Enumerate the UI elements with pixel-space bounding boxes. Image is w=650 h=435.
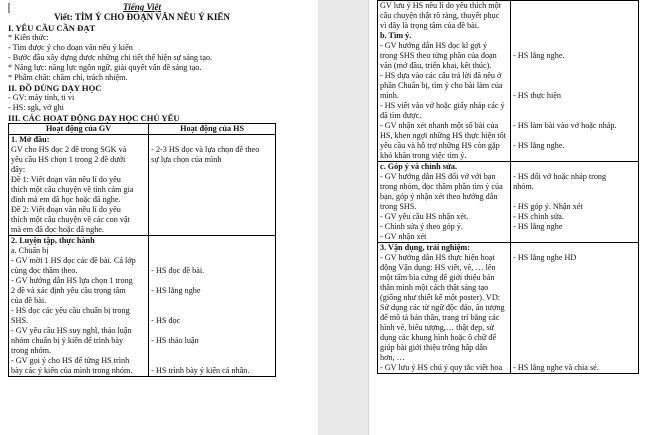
activity-heading: 2. Luyện tập, thực hành <box>11 236 95 245</box>
cell-line: yêu cầu HS chọn 1 trong 2 đề dưới <box>11 155 126 164</box>
cell-line: phần Chuẩn bị, tìm ý cho bài làm của <box>380 81 503 90</box>
section-heading-objectives: I. YÊU CẦU CẦN ĐẠT <box>8 23 96 33</box>
table-row <box>378 243 639 374</box>
cell-line: - HS dựa vào các câu trả lời đã nêu ở <box>380 71 502 80</box>
cell-line: bạn, góp ý nhận xét theo hướng dẫn <box>380 192 498 201</box>
cell-line: a. Chuẩn bị <box>11 246 49 255</box>
cell-line: - HS đọc <box>151 316 181 325</box>
cell-line: - HS thực hiện <box>513 91 561 100</box>
cell-line: văn (mở đầu, triển khai, kết thúc). <box>380 61 492 70</box>
teacher-activity-cell <box>378 162 511 243</box>
cell-line: - HS viết vào vở hoặc giấy nháp các ý <box>380 101 505 110</box>
cell-line: đình mà em đã học hoặc đã nghe. <box>11 195 121 204</box>
activity-heading: b. Tìm ý. <box>380 31 412 40</box>
cell-line: - HS lắng nghe. <box>513 51 565 60</box>
page-gutter <box>318 0 368 435</box>
objective-line: * Kiến thức: <box>8 33 49 42</box>
objective-line: * Phẩm chất: chăm chỉ, trách nhiệm. <box>8 73 128 82</box>
cell-line: - GV hướng dẫn HS đọc kĩ gợi ý <box>380 41 488 50</box>
cell-line: - GV lưu ý HS chú ý quy tắc viết hoa <box>380 363 503 372</box>
cell-line: - GV hướng dẫn HS thực hiện hoạt <box>380 253 495 262</box>
cell-line: - Chỉnh sửa ý theo góp ý. <box>380 222 463 231</box>
cell-line: - HS làm bài vào vở hoặc nháp. <box>513 121 617 130</box>
cell-line: để mô tả bản thân, trang trí bằng các <box>380 313 500 322</box>
cell-line: đây: <box>11 165 26 174</box>
teacher-activity-cell <box>378 243 511 374</box>
cell-line: Đề 1: Viết đoạn văn nêu lí do yêu <box>11 175 121 184</box>
teacher-activity-cell <box>9 236 149 377</box>
activities-table <box>8 123 276 377</box>
student-activity-cell <box>149 236 276 377</box>
cell-line: yêu cầu và hỗ trợ những HS còn gặp <box>380 141 500 150</box>
objective-line: * Năng lực: năng lực ngôn ngữ, giải quyết vấn đề sáng tạo. <box>8 63 202 72</box>
lesson-title: Viết: TÌM Ý CHO ĐOẠN VĂN NÊU Ý KIẾN <box>54 12 230 22</box>
cell-line: sự lựa chọn của mình <box>151 155 222 164</box>
cell-line: - HS lắng nghe. <box>513 141 565 150</box>
cell-line: - HS đọc các yêu cầu chuẩn bị trong <box>11 306 130 315</box>
materials-line: - GV: máy tính, ti vi <box>8 93 75 102</box>
cell-line: trong nhóm. <box>11 346 52 355</box>
cell-line: - GV gọi ý cho HS để từng HS trình <box>11 356 130 365</box>
cell-line: hình vẽ, biểu tượng,… thật đẹp, sử <box>380 323 494 332</box>
cell-line: trong SHS. <box>380 202 417 211</box>
cell-line: GV cho HS đọc 2 đề trong SGK và <box>11 145 127 154</box>
cell-line: SHS. <box>11 316 29 325</box>
table-row <box>378 1 639 162</box>
cell-line: trong SHS theo từng phần của đoạn <box>380 51 497 60</box>
materials-line: - HS: sgk, vở ghi <box>8 103 64 112</box>
cell-line: - HS lắng nghe HD <box>513 253 577 262</box>
cell-line: giúp bài giới thiệu trông hấp dẫn <box>380 343 488 352</box>
objective-line: - Bước đầu xây dựng được những chi tiết thể hiện sự sáng tạo. <box>8 53 213 62</box>
cell-line: 2 đề và xác định yêu cầu trọng tâm <box>11 286 126 295</box>
cell-line: thích một câu chuyện về các con vật <box>11 215 130 224</box>
cell-line: - HS chỉnh sửa. <box>513 212 564 221</box>
cell-line: nhóm chuẩn bị ý kiến để trình bày <box>11 336 124 345</box>
cell-line: - GV yêu cầu HS nhận xét. <box>380 212 469 221</box>
cell-line: - GV hướng dẫn HS lựa chọn 1 trong <box>11 276 133 285</box>
section-heading-materials: II. ĐỒ DÙNG DẠY HỌC <box>8 83 102 93</box>
subject-title: Tiếng Việt <box>123 2 161 12</box>
teacher-activity-cell <box>9 135 149 236</box>
section-heading-activities: III. CÁC HOẠT ĐỘNG DẠY HỌC CHỦ YẾU <box>8 113 180 123</box>
cell-line: hơn, … <box>380 353 405 362</box>
student-activity-cell <box>511 243 639 374</box>
cell-line: Sử dụng các từ ngữ độc đáo, ấn tượng <box>380 303 505 312</box>
table-row <box>9 135 276 236</box>
cell-line: - GV nhận xét nhanh một số bài của <box>380 121 499 130</box>
cell-line: - HS lắng nghe <box>151 286 201 295</box>
cell-line: câu chuyện thật rõ ràng, thuyết phục <box>380 11 500 20</box>
cell-line: - HS thảo luận <box>151 336 199 345</box>
cell-line: HS, khen ngợi những HS thực hiện tốt <box>380 131 507 140</box>
student-activity-cell <box>511 162 639 243</box>
cell-line: mình. <box>380 91 399 100</box>
column-header-teacher: Hoạt động của GV <box>9 124 149 135</box>
table-row <box>9 236 276 377</box>
cell-line: - HS đọc đề bài. <box>151 266 205 275</box>
cell-line: bày các ý kiến của mình trong nhóm. <box>11 366 133 375</box>
cell-line: - GV hướng dẫn HS đổi vở với bạn <box>380 172 496 181</box>
teacher-activity-cell <box>378 1 511 162</box>
activity-heading: c. Góp ý và chỉnh sửa. <box>380 162 458 171</box>
activity-heading: 1. Mở đầu: <box>11 135 50 144</box>
objective-line: - Tìm được ý cho đoạn văn nêu ý kiến <box>8 43 133 52</box>
cell-line: - 2-3 HS đọc và lựa chọn đề theo <box>151 145 260 154</box>
cell-line: GV lưu ý HS nêu lí do yêu thích một <box>380 1 501 10</box>
document-page-right[interactable] <box>368 0 650 435</box>
cell-line: - HS góp ý. Nhận xét <box>513 202 583 211</box>
cell-line: đã tìm được. <box>380 111 422 120</box>
cell-line: của đề bài. <box>11 296 47 305</box>
activity-heading: 3. Vận dụng, trải nghiệm: <box>380 243 470 252</box>
cell-line: - GV mời 1 HS đọc các đề bài. Cả lớp <box>11 256 136 265</box>
activities-table-continued <box>377 0 639 374</box>
column-header-student: Hoạt động của HS <box>149 124 276 135</box>
table-row <box>378 162 639 243</box>
cell-line: khó khăn trong việc tìm ý. <box>380 151 467 160</box>
cell-line: trong nhóm, đọc thầm phần tìm ý của <box>380 182 503 191</box>
cell-line: mà em đã đọc hoặc đã nghe. <box>11 225 104 234</box>
cell-line: động Vận dụng: HS viết, vẽ, … lên <box>380 263 496 272</box>
cell-line: dụng các khung hình hoặc ô chữ để <box>380 333 497 342</box>
cell-line: một tấm bìa cứng để giới thiệu bản <box>380 273 495 282</box>
cell-line: - GV yêu cầu HS suy nghĩ, thảo luận <box>11 326 132 335</box>
cell-line: vì đây là trọng tâm của đề bài. <box>380 21 480 30</box>
cell-line: - HS lắng nghe <box>513 222 563 231</box>
student-activity-cell <box>149 135 276 236</box>
cell-line: cùng đọc thầm theo. <box>11 266 78 275</box>
cell-line: - HS đổi vở hoặc nháp trong <box>513 172 607 181</box>
cell-line: thân mình một cách thật sáng tạo <box>380 283 489 292</box>
cell-line: (giống như thiết kế một poster). VD: <box>380 293 501 302</box>
student-activity-cell <box>511 1 639 162</box>
cell-line: thích một câu chuyện về tình cảm gia <box>11 185 134 194</box>
cell-line: Đề 2: Viết đoạn văn nêu lí do yêu <box>11 205 121 214</box>
cell-line: - GV nhận xét <box>380 232 427 241</box>
cell-line: - HS lắng nghe và chia sẻ. <box>513 363 599 372</box>
cell-line: nhóm. <box>513 182 534 191</box>
document-page-left[interactable] <box>0 0 318 435</box>
cell-line: - HS trình bày ý kiến cá nhân. <box>151 366 250 375</box>
